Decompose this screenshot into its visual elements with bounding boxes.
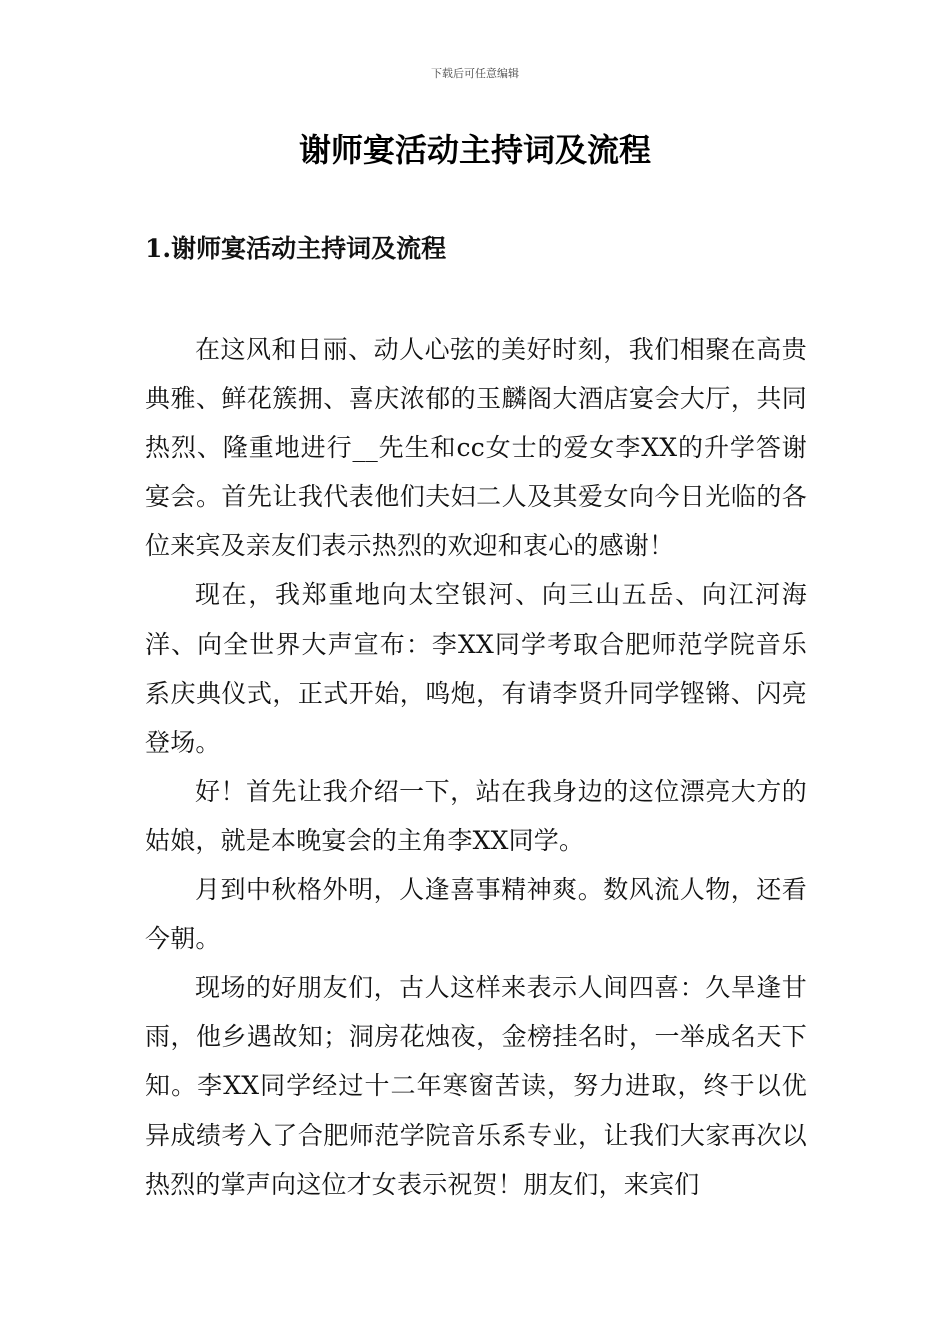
paragraph: 在这风和日丽、动人心弦的美好时刻，我们相聚在高贵典雅、鲜花簇拥、喜庆浓郁的玉麟阁大酒店宴会大厅，共同热烈、隆重地进行__先生和cc女士的爱女李XX的升学答谢宴会。首先让我代表他们夫妇二人及其爱女向今日光临的各位来宾及亲友们表示热烈的欢迎和衷心的感谢！ bbox=[145, 335, 807, 561]
document-title: 谢师宴活动主持词及流程 bbox=[298, 131, 651, 169]
header-note: 下载后可任意编辑 bbox=[431, 67, 519, 80]
paragraph: 好！首先让我介绍一下，站在我身边的这位漂亮大方的姑娘，就是本晚宴会的主角李XX同学。 bbox=[145, 776, 807, 855]
section-heading: 1.谢师宴活动主持词及流程 bbox=[145, 234, 447, 263]
body-text bbox=[145, 325, 807, 1209]
paragraph: 现场的好朋友们，古人这样来表示人间四喜：久旱逢甘雨，他乡遇故知；洞房花烛夜，金榜挂名时，一举成名天下知。李XX同学经过十二年寒窗苦读，努力进取，终于以优异成绩考入了合肥师范学院音乐系专业，让我们大家再次以热烈的掌声向这位才女表示祝贺！朋友们，来宾们 bbox=[145, 973, 807, 1199]
paragraph: 月到中秋格外明，人逢喜事精神爽。数风流人物，还看今朝。 bbox=[145, 875, 807, 954]
paragraph: 现在，我郑重地向太空银河、向三山五岳、向江河海洋、向全世界大声宣布：李XX同学考取合肥师范学院音乐系庆典仪式，正式开始，鸣炮，有请李贤升同学铿锵、闪亮登场。 bbox=[145, 580, 807, 757]
